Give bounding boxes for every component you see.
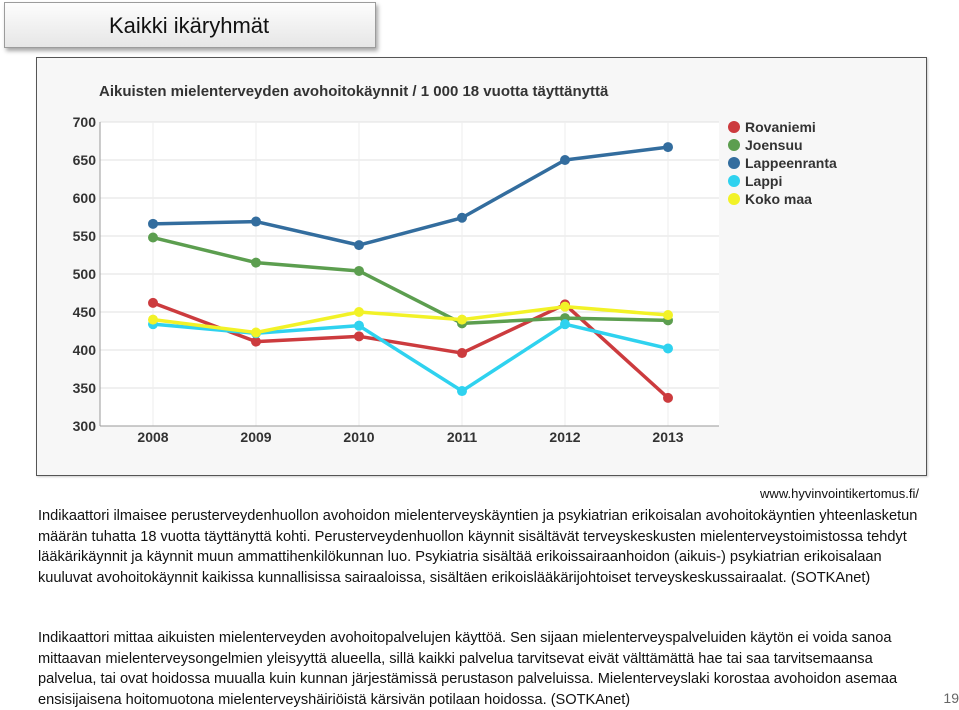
y-tick-label: 400 <box>72 342 96 358</box>
slide-title: Kaikki ikäryhmät <box>109 13 270 38</box>
source-link[interactable]: www.hyvinvointikertomus.fi/ <box>760 486 919 501</box>
y-tick-label: 700 <box>72 114 96 130</box>
data-point <box>457 386 467 396</box>
legend-label: Lappeenranta <box>745 155 837 171</box>
data-point <box>354 240 364 250</box>
data-point <box>354 266 364 276</box>
data-point <box>148 233 158 243</box>
x-tick-label: 2009 <box>240 429 272 445</box>
data-point <box>560 155 570 165</box>
data-point <box>457 315 467 325</box>
y-tick-label: 650 <box>72 152 96 168</box>
y-tick-label: 300 <box>72 418 96 434</box>
legend-marker <box>728 175 740 187</box>
x-tick-label: 2008 <box>137 429 169 445</box>
data-point <box>148 219 158 229</box>
x-tick-label: 2012 <box>549 429 581 445</box>
line-chart <box>37 58 926 475</box>
data-point <box>148 298 158 308</box>
legend-marker <box>728 157 740 169</box>
x-tick-label: 2013 <box>652 429 684 445</box>
description-paragraph-2: Indikaattori mittaa aikuisten mielenterveyden avohoitopalvelujen käyttöä. Sen sijaan mielenterveyspalveluiden käytön ei voida sanoa mittaavan mielenterveysongelmien yleisyyttä alueella, sillä kaikki palvelua tarvitsevat eivät välttämättä hae tai saa tarvitsemaansa palvelua, tai ovat hoidossa muualla kuin kunnan järjestämissä perustason palveluissa. Mielenterveyslaki korostaa avohoidon asemaa ensisijaisena hoitomuotona mielenterveyshäiriöistä kärsivän potilaan hoidossa. (SOTKAnet) <box>38 630 898 708</box>
slide-title-box <box>4 2 376 48</box>
x-tick-label: 2010 <box>343 429 375 445</box>
x-tick-label: 2011 <box>446 429 478 445</box>
data-point <box>560 302 570 312</box>
page-number: 19 <box>943 690 959 706</box>
y-tick-label: 600 <box>72 190 96 206</box>
data-point <box>148 315 158 325</box>
y-tick-label: 550 <box>72 228 96 244</box>
data-point <box>251 217 261 227</box>
data-point <box>457 213 467 223</box>
data-point <box>251 328 261 338</box>
data-point <box>354 307 364 317</box>
data-point <box>663 310 673 320</box>
description-paragraph-1: Indikaattori ilmaisee perusterveydenhuollon avohoidon mielenterveyskäyntien ja psykiatrian erikoisalan avohoitokäyntien yhteenlasketun määrän tuhatta 18 vuotta täyttänyttä kohti. Perusterveydenhuollon käynnit sisältävät terveyskeskusten mielenterveystoimistossa tehdyt lääkärikäynnit ja käynnit muun ammattihenkilökunnan luo. Psykiatria sisältää erikoissairaanhoidon (aikuis-) psykiatrian erikoisalaan kuuluvat avohoitokäynnit kaikissa kunnallisissa sairaaloissa, sisältäen erikoislääkärijohtoiset terveyskeskussairaalat. (SOTKAnet) <box>38 508 918 586</box>
chart-frame <box>36 57 927 476</box>
data-point <box>663 142 673 152</box>
legend-label: Lappi <box>745 173 783 189</box>
legend-label: Rovaniemi <box>745 119 816 135</box>
chart-title: Aikuisten mielenterveyden avohoitokäynnit / 1 000 18 vuotta täyttänyttä <box>99 83 609 100</box>
y-tick-label: 500 <box>72 266 96 282</box>
legend-marker <box>728 139 740 151</box>
data-point <box>251 258 261 268</box>
y-tick-label: 350 <box>72 380 96 396</box>
y-tick-label: 450 <box>72 304 96 320</box>
data-point <box>560 319 570 329</box>
data-point <box>354 331 364 341</box>
data-point <box>663 343 673 353</box>
legend-marker <box>728 121 740 133</box>
legend-label: Joensuu <box>745 137 803 153</box>
legend-label: Koko maa <box>745 191 812 207</box>
legend-marker <box>728 193 740 205</box>
data-point <box>663 393 673 403</box>
data-point <box>457 348 467 358</box>
data-point <box>354 321 364 331</box>
